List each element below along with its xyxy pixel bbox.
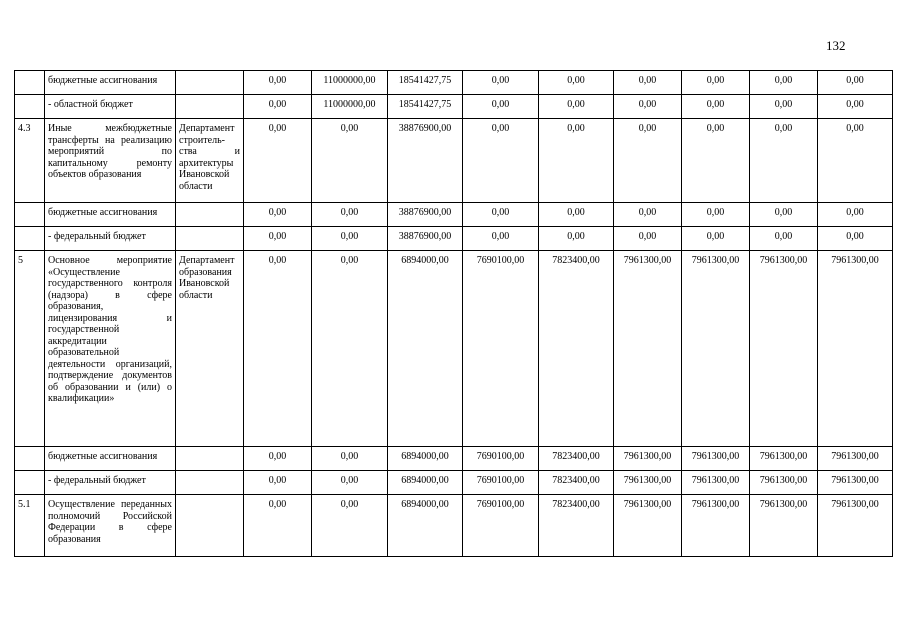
amount-cell: 0,00 (463, 71, 539, 95)
amount-cell: 0,00 (463, 203, 539, 227)
description-cell: бюджетные ассигнования (45, 447, 176, 471)
row-number-cell: 4.3 (15, 119, 45, 203)
amount-cell: 0,00 (614, 119, 682, 203)
amount-cell: 38876900,00 (388, 119, 463, 203)
amount-cell: 0,00 (463, 95, 539, 119)
amount-cell: 0,00 (244, 471, 312, 495)
amount-cell: 7823400,00 (539, 447, 614, 471)
amount-cell: 0,00 (244, 495, 312, 557)
amount-cell: 0,00 (682, 203, 750, 227)
amount-cell: 0,00 (312, 227, 388, 251)
amount-cell: 7823400,00 (539, 495, 614, 557)
amount-cell: 0,00 (539, 71, 614, 95)
amount-cell: 7823400,00 (539, 471, 614, 495)
amount-cell: 0,00 (818, 203, 893, 227)
amount-cell: 0,00 (614, 71, 682, 95)
row-number-cell (15, 447, 45, 471)
amount-cell: 7690100,00 (463, 495, 539, 557)
amount-cell: 0,00 (750, 71, 818, 95)
amount-cell: 0,00 (818, 71, 893, 95)
amount-cell: 0,00 (312, 471, 388, 495)
description-cell: - федеральный бюджет (45, 471, 176, 495)
amount-cell: 0,00 (539, 95, 614, 119)
amount-cell: 38876900,00 (388, 227, 463, 251)
table-row (15, 227, 893, 251)
amount-cell: 0,00 (244, 71, 312, 95)
amount-cell: 6894000,00 (388, 251, 463, 447)
executor-cell (176, 71, 244, 95)
amount-cell: 0,00 (539, 203, 614, 227)
row-number-cell (15, 203, 45, 227)
description-cell: Осуществление переданных полномочий Российской Федерации в сфере образования (45, 495, 176, 557)
description-cell: бюджетные ассигнования (45, 71, 176, 95)
amount-cell: 0,00 (682, 71, 750, 95)
amount-cell: 7961300,00 (682, 447, 750, 471)
amount-cell: 11000000,00 (312, 71, 388, 95)
amount-cell: 0,00 (539, 119, 614, 203)
description-cell: Основное мероприятие «Осуществление государственного контроля (надзора) в сфере образования, лицензирования и государственной аккредитации образовательной деятельности организаций, подтверждение документов об образовании и (или) о квалификации» (45, 251, 176, 447)
amount-cell: 0,00 (682, 95, 750, 119)
amount-cell: 0,00 (818, 95, 893, 119)
amount-cell: 7690100,00 (463, 447, 539, 471)
amount-cell: 0,00 (614, 203, 682, 227)
amount-cell: 0,00 (244, 447, 312, 471)
amount-cell: 7961300,00 (682, 471, 750, 495)
table-row (15, 447, 893, 471)
amount-cell: 7961300,00 (750, 495, 818, 557)
row-number-cell (15, 471, 45, 495)
amount-cell: 0,00 (682, 119, 750, 203)
amount-cell: 0,00 (750, 119, 818, 203)
table-row (15, 471, 893, 495)
row-number-cell: 5 (15, 251, 45, 447)
table-row (15, 495, 893, 557)
amount-cell: 0,00 (312, 203, 388, 227)
amount-cell: 0,00 (750, 203, 818, 227)
amount-cell: 7961300,00 (614, 495, 682, 557)
table-row (15, 71, 893, 95)
executor-cell (176, 203, 244, 227)
amount-cell: 7961300,00 (750, 251, 818, 447)
row-number-cell (15, 71, 45, 95)
executor-cell (176, 95, 244, 119)
amount-cell: 0,00 (682, 227, 750, 251)
amount-cell: 6894000,00 (388, 495, 463, 557)
amount-cell: 0,00 (463, 119, 539, 203)
amount-cell: 0,00 (244, 95, 312, 119)
amount-cell: 0,00 (818, 227, 893, 251)
amount-cell: 18541427,75 (388, 71, 463, 95)
amount-cell: 11000000,00 (312, 95, 388, 119)
amount-cell: 0,00 (614, 227, 682, 251)
executor-cell (176, 447, 244, 471)
amount-cell: 7961300,00 (750, 447, 818, 471)
amount-cell: 0,00 (312, 495, 388, 557)
amount-cell: 0,00 (312, 119, 388, 203)
amount-cell: 7961300,00 (614, 251, 682, 447)
description-cell: бюджетные ассигнования (45, 203, 176, 227)
amount-cell: 7961300,00 (614, 447, 682, 471)
table-row (15, 119, 893, 203)
amount-cell: 6894000,00 (388, 471, 463, 495)
executor-cell: Департамент строитель-ства и архитектуры Ивановской области (176, 119, 244, 203)
row-number-cell: 5.1 (15, 495, 45, 557)
amount-cell: 6894000,00 (388, 447, 463, 471)
amount-cell: 7690100,00 (463, 471, 539, 495)
row-number-cell (15, 95, 45, 119)
amount-cell: 7961300,00 (818, 251, 893, 447)
amount-cell: 7961300,00 (818, 447, 893, 471)
amount-cell: 0,00 (463, 227, 539, 251)
amount-cell: 7961300,00 (818, 495, 893, 557)
table-row (15, 251, 893, 447)
amount-cell: 7823400,00 (539, 251, 614, 447)
amount-cell: 0,00 (244, 227, 312, 251)
budget-table (14, 70, 893, 557)
amount-cell: 7690100,00 (463, 251, 539, 447)
executor-cell (176, 227, 244, 251)
description-cell: Иные межбюджетные трансферты на реализацию мероприятий по капитальному ремонту объектов образования (45, 119, 176, 203)
row-number-cell (15, 227, 45, 251)
page-number: 132 (826, 38, 846, 53)
table-row (15, 203, 893, 227)
amount-cell: 7961300,00 (750, 471, 818, 495)
executor-cell (176, 495, 244, 557)
description-cell: - федеральный бюджет (45, 227, 176, 251)
amount-cell: 0,00 (312, 447, 388, 471)
amount-cell: 0,00 (539, 227, 614, 251)
amount-cell: 7961300,00 (682, 495, 750, 557)
executor-cell (176, 471, 244, 495)
amount-cell: 0,00 (312, 251, 388, 447)
amount-cell: 0,00 (614, 95, 682, 119)
amount-cell: 0,00 (244, 119, 312, 203)
executor-cell: Департамент образования Ивановской области (176, 251, 244, 447)
amount-cell: 7961300,00 (614, 471, 682, 495)
amount-cell: 0,00 (818, 119, 893, 203)
amount-cell: 18541427,75 (388, 95, 463, 119)
amount-cell: 0,00 (750, 227, 818, 251)
amount-cell: 7961300,00 (818, 471, 893, 495)
amount-cell: 0,00 (244, 251, 312, 447)
amount-cell: 0,00 (750, 95, 818, 119)
table-row (15, 95, 893, 119)
amount-cell: 38876900,00 (388, 203, 463, 227)
amount-cell: 0,00 (244, 203, 312, 227)
description-cell: - областной бюджет (45, 95, 176, 119)
amount-cell: 7961300,00 (682, 251, 750, 447)
